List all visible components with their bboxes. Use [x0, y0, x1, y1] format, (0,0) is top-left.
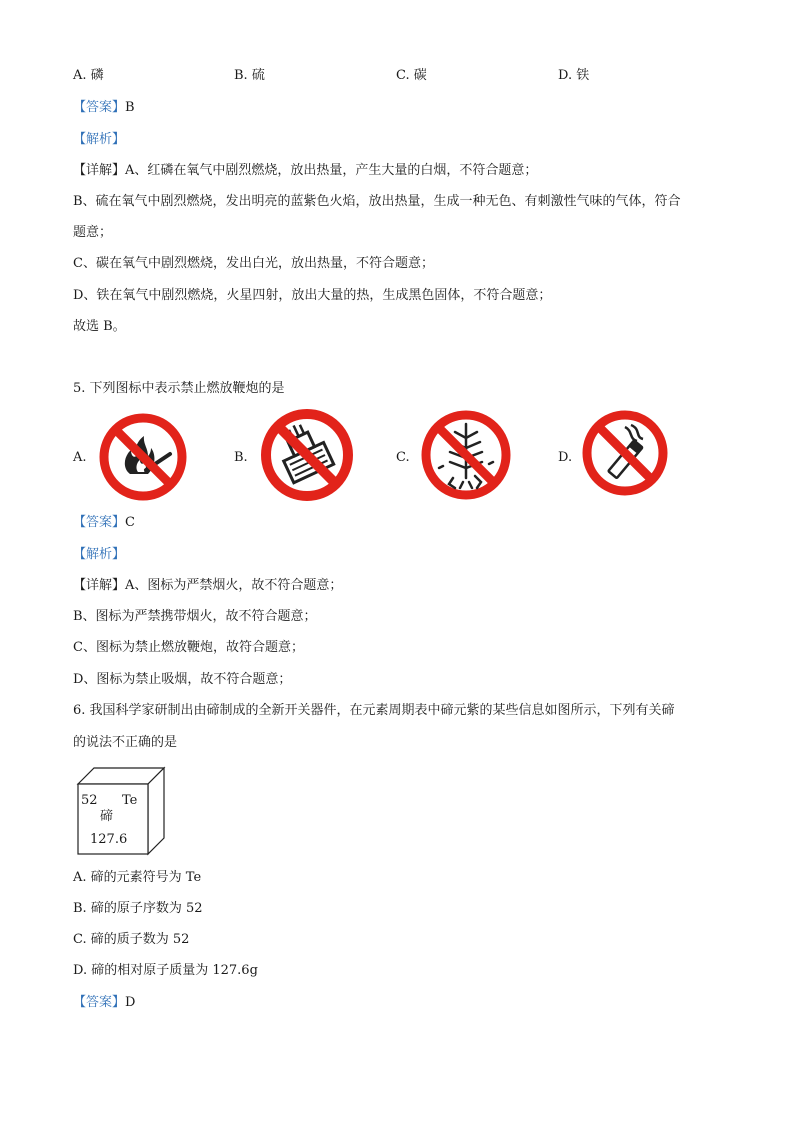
q6-option-a: A. 碲的元素符号为 Te	[73, 870, 202, 885]
q4-answer	[73, 100, 135, 116]
q4-detail-line: 故选 B。	[73, 319, 126, 334]
q4-analysis-tag: 【解析】	[73, 132, 126, 147]
answer-tag: 【答案】	[73, 100, 126, 115]
element-tile	[76, 766, 166, 856]
answer-value: B	[125, 100, 135, 115]
q5-analysis-tag: 【解析】	[73, 547, 126, 562]
q5-answer	[73, 515, 135, 531]
no-open-flame-icon	[98, 412, 188, 502]
q4-detail-line: B、硫在氧气中剧烈燃烧，发出明亮的蓝紫色火焰，放出热量，生成一种无色、有刺激性气味的气体，符合	[73, 194, 681, 209]
q4-option-d: D. 铁	[558, 68, 590, 83]
q4-option-b: B. 硫	[234, 68, 265, 83]
q5-detail-line: B、图标为严禁携带烟火，故不符合题意；	[73, 609, 317, 624]
q6-option-d: D. 碲的相对原子质量为 127.6g	[73, 963, 258, 978]
q5-option-c-label: C.	[396, 450, 410, 465]
element-symbol: Te	[122, 793, 138, 808]
answer-tag: 【答案】	[73, 995, 126, 1010]
q5-detail-line: D、图标为禁止吸烟，故不符合题意；	[73, 672, 292, 687]
q4-option-c: C. 碳	[396, 68, 427, 83]
q5-question: 5. 下列图标中表示禁止燃放鞭炮的是	[73, 381, 285, 396]
q5-option-d-label: D.	[558, 450, 573, 465]
detail-text: A、红磷在氧气中剧烈燃烧，放出热量，产生大量的白烟，不符合题意；	[125, 163, 538, 178]
atomic-number: 52	[81, 793, 98, 808]
q4-detail-line: D、铁在氧气中剧烈燃烧，火星四射，放出大量的热，生成黑色固体，不符合题意；	[73, 288, 552, 303]
element-name: 碲	[100, 809, 114, 824]
q4-detail-line: 题意；	[73, 225, 113, 240]
q6-option-c: C. 碲的质子数为 52	[73, 932, 190, 947]
answer-value: D	[125, 995, 136, 1010]
q6-option-b: B. 碲的原子序数为 52	[73, 901, 203, 916]
no-smoking-icon	[581, 409, 669, 497]
detail-tag: 【详解】	[73, 163, 126, 178]
q5-detail-line: C、图标为禁止燃放鞭炮，故符合题意；	[73, 640, 304, 655]
q5-option-b-label: B.	[234, 450, 248, 465]
no-matches-icon	[259, 407, 355, 503]
detail-tag: 【详解】	[73, 578, 126, 593]
no-firecrackers-icon	[419, 408, 513, 502]
detail-text: A、图标为严禁烟火，故不符合题意；	[125, 578, 343, 593]
q5-option-a-label: A.	[73, 450, 87, 465]
q5-detail-line	[73, 578, 342, 594]
q4-detail-line	[73, 163, 537, 179]
q4-option-a: A. 磷	[73, 68, 104, 83]
q6-question-line: 6. 我国科学家研制出由碲制成的全新开关器件，在元素周期表中碲元紫的某些信息如图所示，下列有关碲	[73, 703, 675, 718]
atomic-mass: 127.6	[90, 832, 128, 847]
answer-value: C	[125, 515, 135, 530]
answer-tag: 【答案】	[73, 515, 126, 530]
q6-answer	[73, 995, 135, 1011]
q6-question-line: 的说法不正确的是	[73, 735, 178, 750]
q4-detail-line: C、碳在氧气中剧烈燃烧，发出白光，放出热量，不符合题意；	[73, 256, 434, 271]
